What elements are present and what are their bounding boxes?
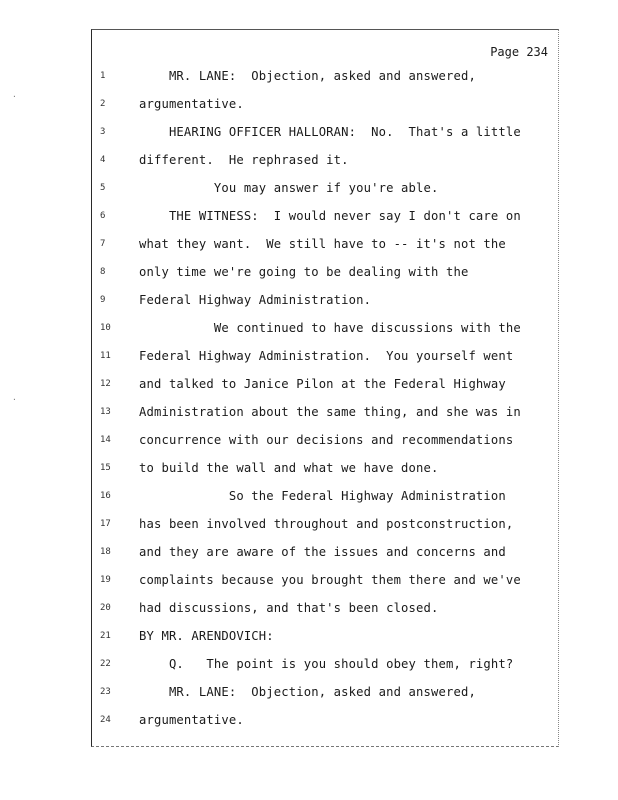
line-number: 22 <box>100 659 111 669</box>
transcript-line <box>92 262 558 282</box>
line-text: argumentative. <box>139 97 244 111</box>
line-number: 7 <box>100 239 106 249</box>
line-number: 5 <box>100 183 106 193</box>
transcript-line <box>92 626 558 646</box>
line-number: 17 <box>100 519 111 529</box>
line-text: So the Federal Highway Administration <box>139 489 506 503</box>
line-number: 14 <box>100 435 111 445</box>
line-text: has been involved throughout and postconstruction, <box>139 517 514 531</box>
line-text: Administration about the same thing, and she was in <box>139 405 521 419</box>
transcript-line <box>92 710 558 730</box>
transcript-line <box>92 346 558 366</box>
line-text: complaints because you brought them there and we've <box>139 573 521 587</box>
line-number: 15 <box>100 463 111 473</box>
line-number: 10 <box>100 323 111 333</box>
line-number: 16 <box>100 491 111 501</box>
line-number: 23 <box>100 687 111 697</box>
line-number: 21 <box>100 631 111 641</box>
transcript-line <box>92 542 558 562</box>
line-number: 18 <box>100 547 111 557</box>
transcript-line <box>92 66 558 86</box>
scan-speck: · <box>12 395 17 404</box>
line-text: to build the wall and what we have done. <box>139 461 439 475</box>
transcript-line <box>92 514 558 534</box>
line-text: Q. The point is you should obey them, right? <box>139 657 514 671</box>
line-text: Federal Highway Administration. You yourself went <box>139 349 514 363</box>
line-text: BY MR. ARENDOVICH: <box>139 629 274 643</box>
line-number: 20 <box>100 603 111 613</box>
line-text: different. He rephrased it. <box>139 153 349 167</box>
transcript-line <box>92 206 558 226</box>
line-text: You may answer if you're able. <box>139 181 439 195</box>
transcript-line <box>92 402 558 422</box>
line-text: MR. LANE: Objection, asked and answered, <box>139 685 476 699</box>
line-number: 8 <box>100 267 106 277</box>
line-number: 19 <box>100 575 111 585</box>
line-text: HEARING OFFICER HALLORAN: No. That's a little <box>139 125 521 139</box>
page-number: Page 234 <box>490 45 548 59</box>
line-text: and talked to Janice Pilon at the Federal Highway <box>139 377 506 391</box>
transcript-line <box>92 458 558 478</box>
line-text: argumentative. <box>139 713 244 727</box>
scan-speck: · <box>12 92 17 101</box>
line-number: 3 <box>100 127 106 137</box>
transcript-line <box>92 682 558 702</box>
line-text: MR. LANE: Objection, asked and answered, <box>139 69 476 83</box>
line-text: concurrence with our decisions and recommendations <box>139 433 514 447</box>
transcript-page <box>91 29 559 747</box>
transcript-line <box>92 374 558 394</box>
transcript-line <box>92 94 558 114</box>
line-number: 1 <box>100 71 106 81</box>
transcript-line <box>92 570 558 590</box>
line-text: and they are aware of the issues and concerns and <box>139 545 506 559</box>
transcript-line <box>92 150 558 170</box>
line-number: 12 <box>100 379 111 389</box>
transcript-line <box>92 122 558 142</box>
line-number: 24 <box>100 715 111 725</box>
line-text: We continued to have discussions with the <box>139 321 521 335</box>
transcript-line <box>92 598 558 618</box>
line-text: THE WITNESS: I would never say I don't care on <box>139 209 521 223</box>
line-text: what they want. We still have to -- it's not the <box>139 237 506 251</box>
line-number: 6 <box>100 211 106 221</box>
line-number: 4 <box>100 155 106 165</box>
transcript-line <box>92 178 558 198</box>
transcript-line <box>92 486 558 506</box>
transcript-line <box>92 290 558 310</box>
transcript-line <box>92 234 558 254</box>
line-number: 2 <box>100 99 106 109</box>
line-text: Federal Highway Administration. <box>139 293 372 307</box>
transcript-line <box>92 318 558 338</box>
line-number: 11 <box>100 351 111 361</box>
transcript-line <box>92 654 558 674</box>
line-number: 9 <box>100 295 106 305</box>
line-number: 13 <box>100 407 111 417</box>
line-text: only time we're going to be dealing with the <box>139 265 469 279</box>
transcript-line <box>92 430 558 450</box>
line-text: had discussions, and that's been closed. <box>139 601 439 615</box>
